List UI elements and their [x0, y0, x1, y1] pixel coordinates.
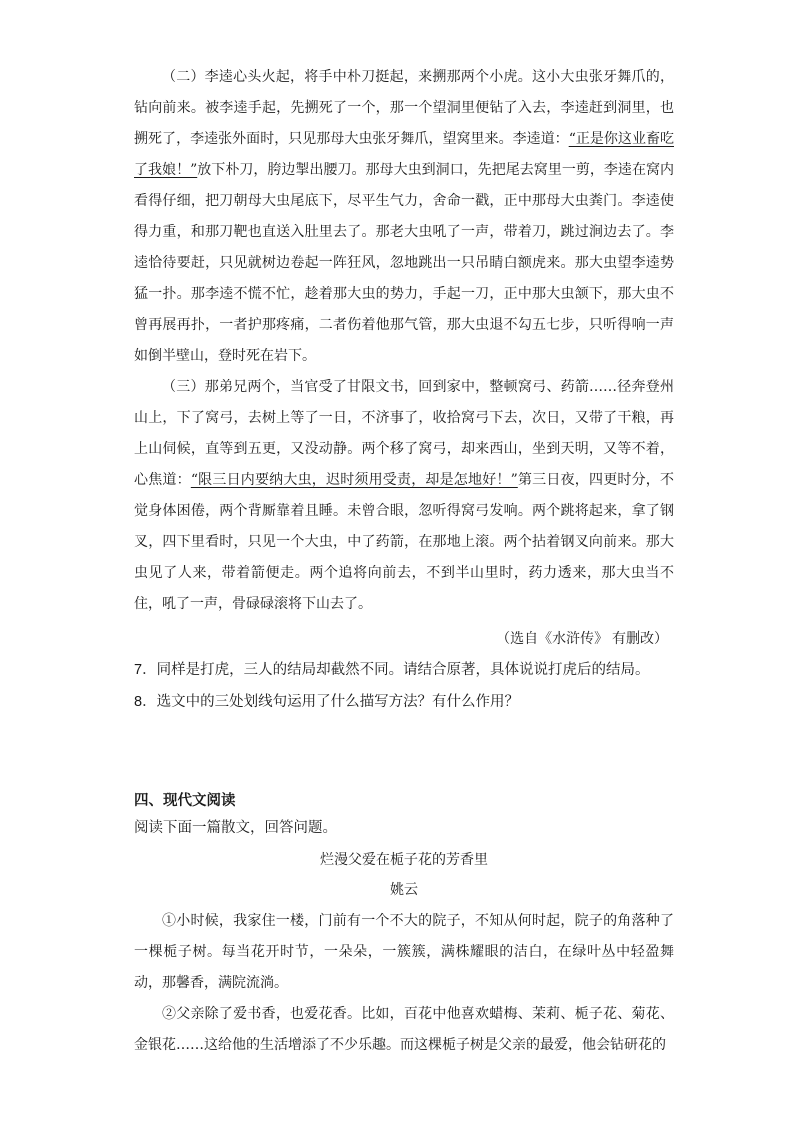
section-4-instruction: 阅读下面一篇散文，回答问题。: [134, 820, 337, 836]
passage-source: （选自《水浒传》 有删改）: [496, 630, 668, 646]
section-4-title: 四、现代文阅读: [134, 793, 236, 809]
essay-author: 姚云: [390, 882, 418, 898]
underlined-sentence-1: “正是你这业畜吃了我娘！”: [134, 131, 674, 178]
passage-paragraph-2: [134, 62, 674, 372]
passage-paragraph-3: [134, 372, 674, 620]
passage-paragraph-2-text-c: 放下朴刀，胯边掣出腰刀。那母大虫到洞口，先把尾去窝里一剪，李逵在窝内看得仔细，把刀朝母大虫尾底下，尽平生气力，舍命一戳，正中那母大虫粪门。李逵使得力重，和那刀靶也直送入肚里去了。那老大虫吼了一声，带着刀，跳过涧边去了。李逵恰待要赶，只见就树边卷起一阵狂风，忽地跳出一只吊睛白额虎来。那大虫望李逵势猛一扑。那李逵不慌不忙，趁着那大虫的势力，手起一刀，正中那大虫颔下，那大虫不曾再展再扑，一者护那疼痛，二者伤着他那气管，那大虫退不勾五七步，只听得响一声如倒半壁山，登时死在岩下。: [134, 162, 674, 364]
essay-paragraph-1: ①小时候，我家住一楼，门前有一个不大的院子，不知从何时起，院子的角落种了一棵栀子树。每当花开时节，一朵朵，一簇簇，满株耀眼的洁白，在绿叶丛中轻盈舞动，那馨香，满院流淌。: [134, 913, 674, 991]
underlined-sentence-2: “限三日内要纳大虫，迟时须用受责，却是怎地好！”: [190, 472, 518, 488]
essay-paragraph-2: ②父亲除了爱书香，也爱花香。比如，百花中他喜欢蜡梅、茉莉、栀子花、菊花、金银花……这给他的生活增添了不少乐趣。而这棵栀子树是父亲的最爱，他会钻研花的: [134, 1006, 674, 1053]
passage-paragraph-2-text-a: （二）李逵心头火起，将手中朴刀挺起，来搠那两个小虎。这小大虫张牙舞爪的，钻向前来。被李逵手起，先搠死了一个，那一个望洞里便钻了入去，李逵赶到洞里，也搠死了，李逵张外面时，只见那母大虫张牙舞爪，望窝里来。李逵道：: [134, 69, 674, 147]
question-8: 8．选文中的三处划线句运用了什么描写方法？有什么作用？: [134, 694, 520, 710]
essay-title: 烂漫父爱在栀子花的芳香里: [320, 852, 488, 868]
question-7: 7．同样是打虎，三人的结局却截然不同。请结合原著，具体说说打虎后的结局。: [134, 662, 650, 678]
passage-paragraph-3-text-a: （三）那弟兄两个，当官受了甘限文书，回到家中，整顿窝弓、药箭……径奔登州山上，下了窝弓，去树上等了一日，不济事了，收拾窝弓下去，次日，又带了干粮，再上山伺候，直等到五更，又没动静。两个移了窝弓，却来西山，坐到天明，又等不着，心焦道：: [134, 379, 674, 488]
passage-paragraph-3-text-c: 第三日夜，四更时分，不觉身体困倦，两个背厮靠着且睡。未曾合眼，忽听得窝弓发响。两个跳将起来，拿了钢叉，四下里看时，只见一个大虫，中了药箭，在那地上滚。两个拈着钢叉向前来。那大虫见了人来，带着箭便走。两个追将向前去，不到半山里时，药力透来，那大虫当不住，吼了一声，骨碌碌滚将下山去了。: [134, 472, 675, 612]
